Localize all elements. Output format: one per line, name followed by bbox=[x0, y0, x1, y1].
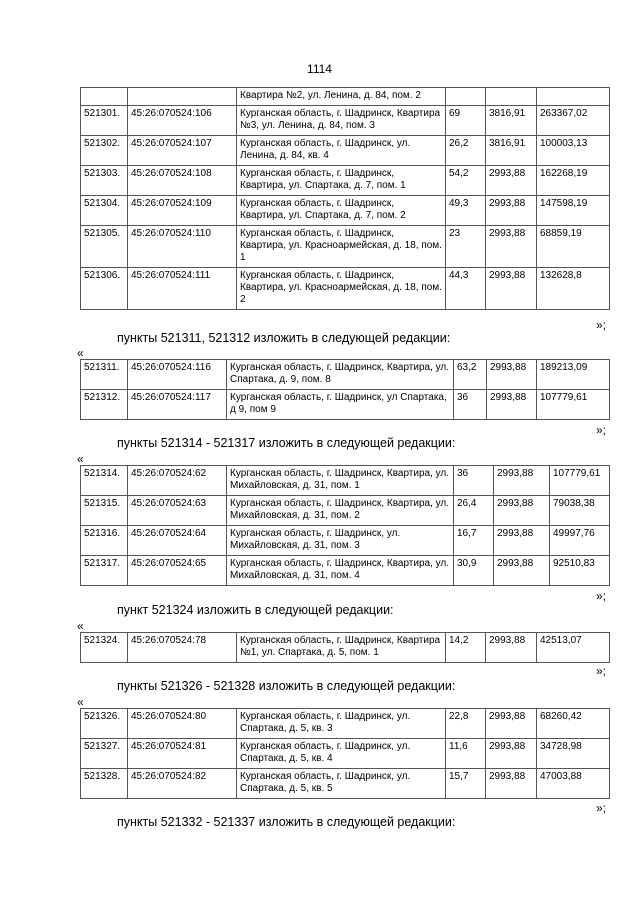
cell-cadastral: 45:26:070524:80 bbox=[128, 709, 237, 739]
cell-address: Курганская область, г. Шадринск, ул. Михайловская, д. 31, пом. 3 bbox=[227, 526, 454, 556]
table-row bbox=[81, 466, 610, 496]
cell-cadastral: 45:26:070524:65 bbox=[128, 556, 227, 586]
cell-area: 63,2 bbox=[454, 360, 487, 390]
cell-price: 2993,88 bbox=[494, 466, 550, 496]
cell-total: 107779,61 bbox=[550, 466, 610, 496]
cell-area: 23 bbox=[446, 226, 486, 268]
table-row bbox=[81, 136, 610, 166]
cell-address: Курганская область, г. Шадринск, Квартира, ул. Спартака, д. 9, пом. 8 bbox=[227, 360, 454, 390]
cell-price: 2993,88 bbox=[486, 196, 537, 226]
table-row bbox=[81, 390, 610, 420]
cell-total: 47003,88 bbox=[537, 769, 610, 799]
cell-total: 34728,98 bbox=[537, 739, 610, 769]
cell-total: 68859,19 bbox=[537, 226, 610, 268]
cell-total: 107779,61 bbox=[537, 390, 610, 420]
cell-cadastral: 45:26:070524:111 bbox=[128, 268, 237, 310]
cell-area: 11,6 bbox=[446, 739, 486, 769]
cell-area: 54,2 bbox=[446, 166, 486, 196]
cell-address: Курганская область, г. Шадринск, Квартира, ул. Михайловская, д. 31, пом. 2 bbox=[227, 496, 454, 526]
cell-number: 521306. bbox=[81, 268, 128, 310]
page-number: 1114 bbox=[307, 62, 332, 76]
cell-number: 521326. bbox=[81, 709, 128, 739]
cell-area: 26,4 bbox=[454, 496, 494, 526]
table-row bbox=[81, 360, 610, 390]
close-quote: »; bbox=[596, 423, 607, 437]
cell-area: 16,7 bbox=[454, 526, 494, 556]
cell-cadastral: 45:26:070524:107 bbox=[128, 136, 237, 166]
table-row bbox=[81, 739, 610, 769]
cell-number: 521303. bbox=[81, 166, 128, 196]
instruction-text: пункты 521326 - 521328 изложить в следующей редакции: bbox=[117, 679, 456, 693]
cell-cadastral: 45:26:070524:64 bbox=[128, 526, 227, 556]
cell-total: 42513,07 bbox=[537, 633, 610, 663]
cell-price: 2993,88 bbox=[486, 769, 537, 799]
cell-number: 521311. bbox=[81, 360, 128, 390]
registry-table bbox=[80, 359, 610, 420]
cell-cadastral: 45:26:070524:81 bbox=[128, 739, 237, 769]
cell-area bbox=[446, 88, 486, 106]
cell-price: 2993,88 bbox=[486, 226, 537, 268]
table-row bbox=[81, 496, 610, 526]
open-quote: « bbox=[77, 452, 84, 466]
cell-number: 521315. bbox=[81, 496, 128, 526]
table-row bbox=[81, 226, 610, 268]
cell-address: Курганская область, г. Шадринск, ул. Спартака, д. 5, кв. 3 bbox=[237, 709, 446, 739]
cell-address: Курганская область, г. Шадринск, ул. Ленина, д. 84, кв. 4 bbox=[237, 136, 446, 166]
cell-area: 26,2 bbox=[446, 136, 486, 166]
cell-price: 2993,88 bbox=[486, 166, 537, 196]
cell-address: Курганская область, г. Шадринск, Квартира, ул. Спартака, д. 7, пом. 1 bbox=[237, 166, 446, 196]
cell-price: 2993,88 bbox=[486, 709, 537, 739]
cell-number: 521301. bbox=[81, 106, 128, 136]
cell-cadastral: 45:26:070524:62 bbox=[128, 466, 227, 496]
cell-total: 49997,76 bbox=[550, 526, 610, 556]
cell-address: Курганская область, г. Шадринск, ул. Спартака, д. 5, кв. 5 bbox=[237, 769, 446, 799]
cell-address: Курганская область, г. Шадринск, Квартира, ул. Красноармейская, д. 18, пом. 2 bbox=[237, 268, 446, 310]
table-row bbox=[81, 88, 610, 106]
cell-total: 79038,38 bbox=[550, 496, 610, 526]
instruction-text: пункты 521314 - 521317 изложить в следующей редакции: bbox=[117, 436, 456, 450]
open-quote: « bbox=[77, 695, 84, 709]
cell-address: Курганская область, г. Шадринск, Квартира, ул. Михайловская, д. 31, пом. 1 bbox=[227, 466, 454, 496]
table-row bbox=[81, 709, 610, 739]
table-row bbox=[81, 633, 610, 663]
open-quote: « bbox=[77, 346, 84, 360]
cell-address: Квартира №2, ул. Ленина, д. 84, пом. 2 bbox=[237, 88, 446, 106]
cell-number: 521328. bbox=[81, 769, 128, 799]
close-quote: »; bbox=[596, 664, 607, 678]
cell-price: 2993,88 bbox=[486, 268, 537, 310]
cell-area: 49,3 bbox=[446, 196, 486, 226]
cell-number: 521314. bbox=[81, 466, 128, 496]
cell-total: 100003,13 bbox=[537, 136, 610, 166]
cell-cadastral: 45:26:070524:110 bbox=[128, 226, 237, 268]
cell-cadastral: 45:26:070524:63 bbox=[128, 496, 227, 526]
registry-table bbox=[80, 708, 610, 799]
table-row bbox=[81, 268, 610, 310]
cell-cadastral: 45:26:070524:78 bbox=[128, 633, 237, 663]
instruction-text: пункт 521324 изложить в следующей редакции: bbox=[117, 603, 394, 617]
cell-price: 2993,88 bbox=[486, 739, 537, 769]
cell-address: Курганская область, г. Шадринск, ул Спартака, д 9, пом 9 bbox=[227, 390, 454, 420]
cell-price: 3816,91 bbox=[486, 106, 537, 136]
cell-area: 36 bbox=[454, 466, 494, 496]
close-quote: »; bbox=[596, 801, 607, 815]
cell-total bbox=[537, 88, 610, 106]
cell-cadastral: 45:26:070524:117 bbox=[128, 390, 227, 420]
table-row bbox=[81, 556, 610, 586]
cell-number: 521304. bbox=[81, 196, 128, 226]
close-quote: »; bbox=[596, 318, 607, 332]
cell-address: Курганская область, г. Шадринск, ул. Спартака, д. 5, кв. 4 bbox=[237, 739, 446, 769]
cell-area: 14,2 bbox=[446, 633, 486, 663]
cell-cadastral bbox=[128, 88, 237, 106]
cell-address: Курганская область, г. Шадринск, Квартира, ул. Спартака, д. 7, пом. 2 bbox=[237, 196, 446, 226]
table-row bbox=[81, 166, 610, 196]
cell-total: 132628,8 bbox=[537, 268, 610, 310]
cell-cadastral: 45:26:070524:116 bbox=[128, 360, 227, 390]
registry-table bbox=[80, 632, 610, 663]
table-row bbox=[81, 526, 610, 556]
cell-price bbox=[486, 88, 537, 106]
cell-area: 44,3 bbox=[446, 268, 486, 310]
table-row bbox=[81, 769, 610, 799]
cell-total: 147598,19 bbox=[537, 196, 610, 226]
cell-cadastral: 45:26:070524:106 bbox=[128, 106, 237, 136]
cell-price: 3816,91 bbox=[486, 136, 537, 166]
instruction-text: пункты 521332 - 521337 изложить в следующей редакции: bbox=[117, 815, 456, 829]
cell-price: 2993,88 bbox=[487, 360, 537, 390]
registry-table bbox=[80, 87, 610, 310]
cell-cadastral: 45:26:070524:108 bbox=[128, 166, 237, 196]
cell-address: Курганская область, г. Шадринск, Квартира, ул. Михайловская, д. 31, пом. 4 bbox=[227, 556, 454, 586]
close-quote: »; bbox=[596, 589, 607, 603]
open-quote: « bbox=[77, 619, 84, 633]
cell-number: 521312. bbox=[81, 390, 128, 420]
registry-table bbox=[80, 465, 610, 586]
table-row bbox=[81, 196, 610, 226]
cell-total: 92510,83 bbox=[550, 556, 610, 586]
cell-price: 2993,88 bbox=[494, 496, 550, 526]
cell-address: Курганская область, г. Шадринск, Квартира №3, ул. Ленина, д. 84, пом. 3 bbox=[237, 106, 446, 136]
cell-number: 521324. bbox=[81, 633, 128, 663]
cell-total: 68260,42 bbox=[537, 709, 610, 739]
cell-address: Курганская область, г. Шадринск, Квартира, ул. Красноармейская, д. 18, пом. 1 bbox=[237, 226, 446, 268]
cell-number bbox=[81, 88, 128, 106]
cell-number: 521317. bbox=[81, 556, 128, 586]
cell-number: 521302. bbox=[81, 136, 128, 166]
table-row bbox=[81, 106, 610, 136]
cell-area: 36 bbox=[454, 390, 487, 420]
cell-area: 69 bbox=[446, 106, 486, 136]
cell-total: 162268,19 bbox=[537, 166, 610, 196]
instruction-text: пункты 521311, 521312 изложить в следующей редакции: bbox=[117, 331, 451, 345]
cell-cadastral: 45:26:070524:109 bbox=[128, 196, 237, 226]
cell-area: 15,7 bbox=[446, 769, 486, 799]
cell-price: 2993,88 bbox=[486, 633, 537, 663]
cell-number: 521305. bbox=[81, 226, 128, 268]
cell-number: 521327. bbox=[81, 739, 128, 769]
cell-total: 189213,09 bbox=[537, 360, 610, 390]
cell-price: 2993,88 bbox=[494, 556, 550, 586]
cell-total: 263367,02 bbox=[537, 106, 610, 136]
cell-area: 22,8 bbox=[446, 709, 486, 739]
cell-cadastral: 45:26:070524:82 bbox=[128, 769, 237, 799]
cell-address: Курганская область, г. Шадринск, Квартира №1, ул. Спартака, д. 5, пом. 1 bbox=[237, 633, 446, 663]
cell-price: 2993,88 bbox=[487, 390, 537, 420]
cell-number: 521316. bbox=[81, 526, 128, 556]
cell-area: 30,9 bbox=[454, 556, 494, 586]
cell-price: 2993,88 bbox=[494, 526, 550, 556]
